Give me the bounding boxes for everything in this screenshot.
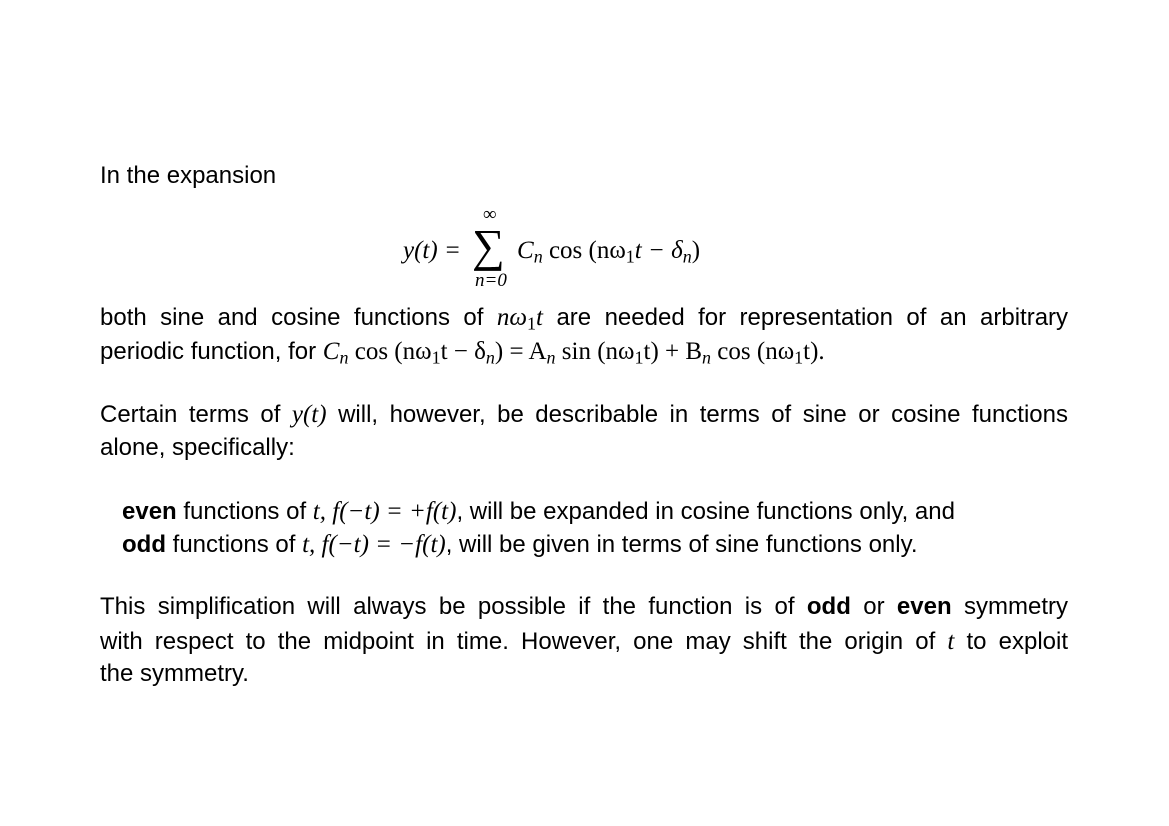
inline-math: $C_n$ $\cos (n\omega_1t - \delta_n) = A_n$ $\sin (n\omega_1t) + B_n$ $\cos (n\omega_1t)$.	[322, 338, 825, 368]
para1-line1: both sine and cosine functions of $n\omega_1t$ are needed for representation of an arbitrary	[100, 304, 1069, 334]
para3-line2: with respect to the midpoint in time. However, one may shift the origin of t to exploit	[100, 628, 1068, 655]
sum-upper-limit: ∞	[483, 204, 497, 225]
inline-math: $n\omega_1t$	[496, 304, 543, 334]
para3-line3: the symmetry.	[100, 660, 249, 687]
sum-symbol: ∑	[472, 220, 505, 271]
equation-rhs: $C_n$ $\cos (n\omega_1t - \delta_n)$	[517, 237, 701, 267]
para1-line2: periodic function, for $C_n$ $\cos (n\omega_1t - \delta_n) = A_n$ $\sin (n\omega_1t) + B_n$ $\cos (n\omega_1t)$.	[100, 338, 825, 368]
para3-line1: This simplification will always be possible if the function is of odd or even symmetry	[100, 593, 1068, 620]
inline-math: t	[947, 628, 955, 655]
list-item-even: even functions of t, f(−t) = +f(t), will be expanded in cosine functions only, and	[122, 498, 955, 525]
list-item-odd: odd functions of t, f(−t) = −f(t), will be given in terms of sine functions only.	[122, 531, 918, 558]
inline-math: t, f(−t) = −f(t)	[302, 531, 446, 558]
para2-line1: Certain terms of y(t) will, however, be describable in terms of sine or cosine functions	[100, 401, 1069, 428]
display-equation	[0, 205, 1169, 295]
para2-line2: alone, specifically:	[100, 434, 295, 461]
equation-lhs: y(t) =	[403, 237, 461, 264]
intro-text: In the expansion	[100, 162, 277, 189]
inline-math: y(t)	[291, 401, 327, 428]
sum-lower-limit: n=0	[475, 270, 507, 291]
inline-math: t, f(−t) = +f(t)	[312, 498, 457, 525]
